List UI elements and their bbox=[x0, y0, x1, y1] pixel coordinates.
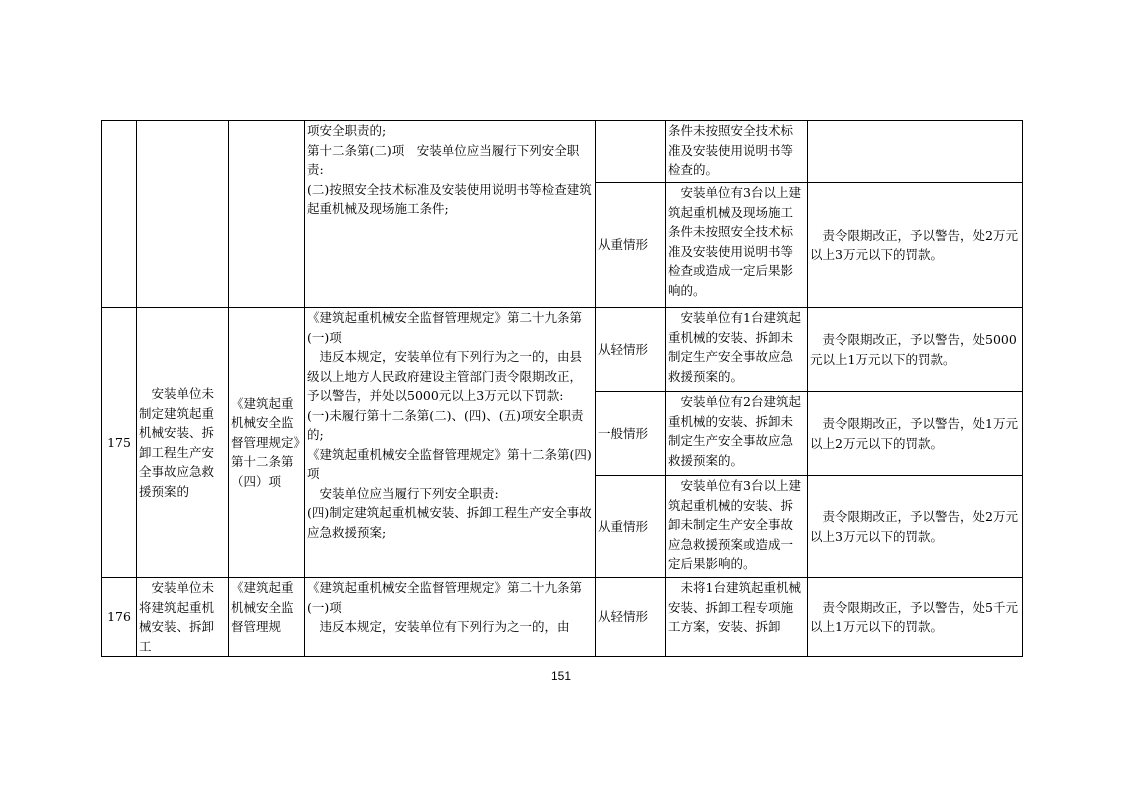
circumstance-level-cell: 从轻情形 bbox=[596, 308, 666, 392]
penalty-text: 责令限期改正，予以警告，处5000元以上1万元以下的罚款。 bbox=[810, 332, 1017, 367]
law-reference-cell bbox=[229, 578, 305, 657]
desc-text: 未将1台建筑起重机械安装、拆卸工程专项施工方案，安装、拆卸 bbox=[668, 580, 801, 634]
desc-text: 安装单位有2台建筑起重机械的安装、拆卸未制定生产安全事故应急救援预案的。 bbox=[668, 394, 801, 468]
penalty-cell bbox=[808, 308, 1023, 392]
circumstance-desc-cell bbox=[666, 578, 808, 657]
basis-line: 违反本规定，安装单位有下列行为之一的，由 bbox=[319, 619, 570, 634]
penalty-text: 责令限期改正，予以警告，处1万元以上2万元以下的罚款。 bbox=[810, 416, 1018, 451]
violation-title-cell bbox=[137, 578, 229, 657]
basis-line: 《建筑起重机械安全监督管理规定》第二十九条第(一)项 bbox=[307, 310, 583, 345]
penalty-cell bbox=[808, 183, 1023, 308]
desc-text: 条件未按照安全技术标准及安装使用说明书等检查的。 bbox=[668, 123, 794, 177]
circumstance-level-cell bbox=[596, 121, 666, 183]
circumstance-desc-cell bbox=[666, 308, 808, 392]
penalty-cell bbox=[808, 392, 1023, 476]
item-number-cell: 175 bbox=[102, 308, 137, 578]
basis-line: 安装单位应当履行下列安全职责: bbox=[319, 485, 499, 501]
basis-line: 违反本规定，安装单位有下列行为之一的，由县级以上地方人民政府建设主管部门责令限期改正，予以警告，并处以5000元以上3万元以下罚款: bbox=[307, 349, 583, 403]
penalty-cell bbox=[808, 578, 1023, 657]
circumstance-level-cell: 一般情形 bbox=[596, 392, 666, 476]
circumstance-level-cell: 从轻情形 bbox=[596, 578, 666, 657]
circumstance-desc-cell bbox=[666, 183, 808, 308]
basis-line: 项安全职责的; bbox=[307, 123, 387, 138]
violation-title-cell bbox=[137, 121, 229, 308]
legal-basis-cell bbox=[305, 578, 596, 657]
violation-title-cell bbox=[137, 308, 229, 578]
penalty-cell bbox=[808, 476, 1023, 578]
law-reference-cell bbox=[229, 121, 305, 308]
table-row bbox=[102, 578, 1023, 657]
desc-text: 安装单位有3台以上建筑起重机械的安装、拆卸未制定生产安全事故应急救援预案或造成一定后果影响的。 bbox=[668, 478, 801, 571]
penalty-text: 责令限期改正，予以警告，处2万元以上3万元以下的罚款。 bbox=[810, 509, 1018, 544]
table-row bbox=[102, 308, 1023, 392]
law-reference-cell bbox=[229, 308, 305, 578]
item-number-cell: 176 bbox=[102, 578, 137, 657]
circumstance-desc-cell bbox=[666, 476, 808, 578]
law-reference: 《建筑起重机械安全监督管理规 bbox=[231, 580, 294, 634]
legal-basis-cell bbox=[305, 308, 596, 578]
basis-line: 《建筑起重机械安全监督管理规定》第二十九条第(一)项 bbox=[307, 580, 583, 615]
desc-text: 安装单位有3台以上建筑起重机械及现场施工条件未按照安全技术标准及安装使用说明书等检查或造成一定后果影响的。 bbox=[668, 185, 801, 298]
circumstance-desc-cell bbox=[666, 121, 808, 183]
law-reference: 《建筑起重机械安全监督管理规定》第十二条第（四）项 bbox=[231, 395, 300, 489]
basis-line: (一)未履行第十二条第(二)、(四)、(五)项安全职责的; bbox=[307, 407, 584, 442]
basis-line: (四)制定建筑起重机械安装、拆卸工程生产安全事故应急救援预案; bbox=[307, 505, 592, 540]
table-row bbox=[102, 121, 1023, 183]
item-number-cell bbox=[102, 121, 137, 308]
basis-line: 《建筑起重机械安全监督管理规定》第十二条第(四)项 bbox=[307, 446, 592, 481]
penalty-cell bbox=[808, 121, 1023, 183]
penalty-table bbox=[101, 120, 1023, 657]
circumstance-level-cell: 从重情形 bbox=[596, 476, 666, 578]
circumstance-level-cell: 从重情形 bbox=[596, 183, 666, 308]
basis-line: 第十二条第(二)项 安装单位应当履行下列安全职责: bbox=[307, 142, 580, 177]
page-number: 151 bbox=[550, 669, 572, 683]
desc-text: 安装单位有1台建筑起重机械的安装、拆卸未制定生产安全事故应急救援预案的。 bbox=[668, 310, 801, 384]
penalty-text: 责令限期改正，予以警告，处5千元以上1万元以下的罚款。 bbox=[810, 599, 1018, 634]
basis-line: (二)按照安全技术标准及安装使用说明书等检查建筑起重机械及现场施工条件; bbox=[307, 181, 592, 216]
legal-basis-cell bbox=[305, 121, 596, 308]
violation-title: 安装单位未将建筑起重机械安装、拆卸工 bbox=[139, 580, 215, 654]
circumstance-desc-cell bbox=[666, 392, 808, 476]
violation-title: 安装单位未制定建筑起重机械安装、拆卸工程生产安全事故应急救援预案的 bbox=[139, 386, 215, 499]
penalty-text: 责令限期改正，予以警告，处2万元以上3万元以下的罚款。 bbox=[810, 227, 1018, 262]
